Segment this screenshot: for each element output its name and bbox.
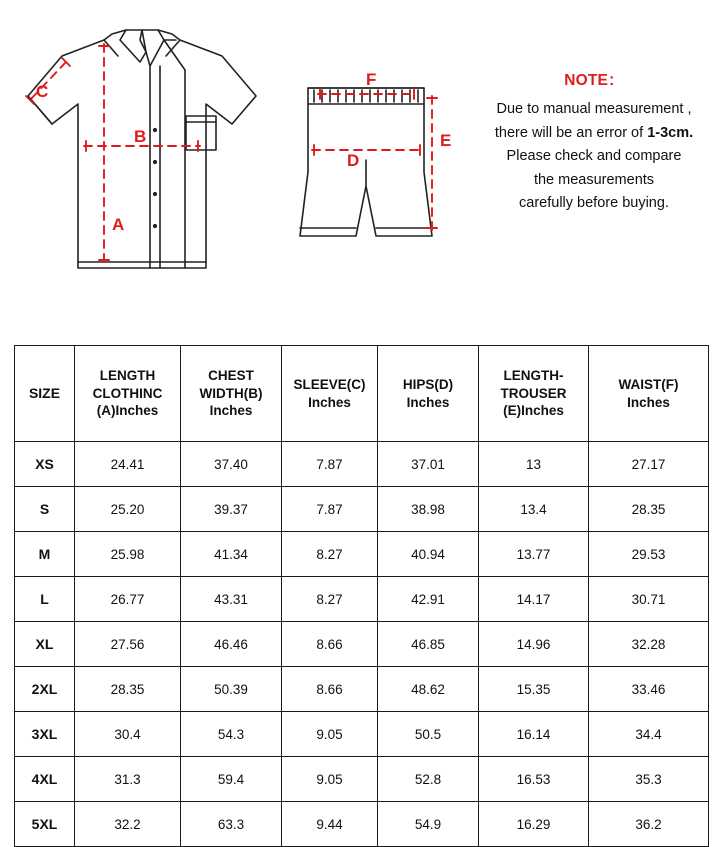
cell-sleeve: 8.27 bbox=[282, 532, 378, 577]
cell-chest-width: 63.3 bbox=[181, 802, 282, 847]
cell-sleeve: 7.87 bbox=[282, 487, 378, 532]
cell-hips: 52.8 bbox=[378, 757, 479, 802]
cell-length-trouser: 14.96 bbox=[479, 622, 589, 667]
column-header-length-trouser-line-1: LENGTH- bbox=[503, 367, 564, 383]
cell-sleeve: 9.05 bbox=[282, 757, 378, 802]
cell-length-trouser: 13 bbox=[479, 442, 589, 487]
table-row bbox=[15, 532, 709, 577]
column-header-length-clothing-line-1: LENGTH bbox=[99, 367, 156, 383]
column-header-length-trouser bbox=[479, 346, 589, 442]
column-header-size-line-1: SIZE bbox=[28, 385, 61, 402]
measure-label-f: F bbox=[366, 70, 377, 89]
cell-size: M bbox=[15, 532, 75, 577]
garment-diagram bbox=[0, 0, 470, 300]
measure-label-a: A bbox=[112, 215, 125, 234]
note-line-4: the measurements bbox=[533, 171, 655, 188]
table-header-row bbox=[15, 346, 709, 442]
cell-chest-width: 54.3 bbox=[181, 712, 282, 757]
column-header-chest-width-line-2: WIDTH(B) bbox=[199, 385, 263, 401]
garment-illustration-area bbox=[0, 0, 722, 330]
cell-length-clothing: 28.35 bbox=[75, 667, 181, 712]
cell-sleeve: 8.27 bbox=[282, 577, 378, 622]
column-header-waist-line-1: WAIST(F) bbox=[618, 376, 679, 392]
table-row bbox=[15, 712, 709, 757]
cell-sleeve: 9.44 bbox=[282, 802, 378, 847]
cell-hips: 48.62 bbox=[378, 667, 479, 712]
column-header-length-clothing bbox=[75, 346, 181, 442]
cell-chest-width: 59.4 bbox=[181, 757, 282, 802]
cell-waist: 32.28 bbox=[589, 622, 709, 667]
column-header-length-clothing-line-2: CLOTHINC bbox=[92, 385, 163, 401]
cell-chest-width: 46.46 bbox=[181, 622, 282, 667]
cell-hips: 40.94 bbox=[378, 532, 479, 577]
column-header-hips-line-1: HIPS(D) bbox=[402, 376, 454, 392]
cell-length-trouser: 16.29 bbox=[479, 802, 589, 847]
column-header-chest-width-line-3: Inches bbox=[209, 403, 253, 419]
cell-length-clothing: 32.2 bbox=[75, 802, 181, 847]
cell-sleeve: 8.66 bbox=[282, 622, 378, 667]
column-header-waist bbox=[589, 346, 709, 442]
table-row bbox=[15, 802, 709, 847]
table-body bbox=[15, 442, 709, 847]
cell-chest-width: 41.34 bbox=[181, 532, 282, 577]
cell-waist: 27.17 bbox=[589, 442, 709, 487]
cell-length-clothing: 31.3 bbox=[75, 757, 181, 802]
cell-sleeve: 9.05 bbox=[282, 712, 378, 757]
measure-label-e: E bbox=[440, 131, 452, 150]
cell-length-clothing: 24.41 bbox=[75, 442, 181, 487]
table-row bbox=[15, 487, 709, 532]
table-row bbox=[15, 667, 709, 712]
cell-length-trouser: 16.53 bbox=[479, 757, 589, 802]
cell-size: XS bbox=[15, 442, 75, 487]
note-line-2-text: there will be an error of bbox=[494, 124, 648, 141]
cell-sleeve: 7.87 bbox=[282, 442, 378, 487]
cell-sleeve: 8.66 bbox=[282, 667, 378, 712]
note-error-range: 1-3cm. bbox=[647, 124, 694, 141]
note-line-5: carefully before buying. bbox=[519, 195, 669, 212]
cell-waist: 35.3 bbox=[589, 757, 709, 802]
column-header-length-trouser-line-2: TROUSER bbox=[500, 385, 567, 401]
column-header-length-trouser-line-3: (E)Inches bbox=[503, 403, 564, 419]
cell-size: S bbox=[15, 487, 75, 532]
cell-waist: 29.53 bbox=[589, 532, 709, 577]
table-row bbox=[15, 577, 709, 622]
measure-label-c: C bbox=[36, 82, 49, 101]
cell-length-clothing: 25.98 bbox=[75, 532, 181, 577]
size-chart-table-wrapper bbox=[14, 345, 708, 847]
column-header-sleeve-line-2: Inches bbox=[308, 394, 351, 410]
column-header-hips bbox=[378, 346, 479, 442]
measurement-note bbox=[470, 68, 718, 216]
cell-size: L bbox=[15, 577, 75, 622]
cell-waist: 33.46 bbox=[589, 667, 709, 712]
note-line-3: Please check and compare bbox=[506, 148, 682, 165]
size-chart-table bbox=[14, 345, 709, 847]
column-header-length-clothing-line-3: (A)Inches bbox=[96, 403, 159, 419]
cell-length-trouser: 16.14 bbox=[479, 712, 589, 757]
cell-chest-width: 39.37 bbox=[181, 487, 282, 532]
column-header-chest-width-line-1: CHEST bbox=[208, 367, 254, 383]
cell-hips: 46.85 bbox=[378, 622, 479, 667]
cell-hips: 54.9 bbox=[378, 802, 479, 847]
cell-size: XL bbox=[15, 622, 75, 667]
cell-length-trouser: 15.35 bbox=[479, 667, 589, 712]
column-header-hips-line-2: Inches bbox=[406, 394, 450, 410]
table-row bbox=[15, 757, 709, 802]
cell-size: 4XL bbox=[15, 757, 75, 802]
note-title: NOTE： bbox=[564, 72, 624, 89]
cell-length-clothing: 30.4 bbox=[75, 712, 181, 757]
cell-waist: 28.35 bbox=[589, 487, 709, 532]
cell-length-clothing: 25.20 bbox=[75, 487, 181, 532]
cell-waist: 30.71 bbox=[589, 577, 709, 622]
measure-label-b: B bbox=[134, 127, 147, 146]
table-row bbox=[15, 442, 709, 487]
cell-chest-width: 43.31 bbox=[181, 577, 282, 622]
table-row bbox=[15, 622, 709, 667]
cell-hips: 37.01 bbox=[378, 442, 479, 487]
shirt-buttons bbox=[153, 128, 157, 228]
column-header-sleeve-line-1: SLEEVE(C) bbox=[293, 376, 366, 392]
column-header-waist-line-2: Inches bbox=[627, 394, 670, 410]
cell-length-clothing: 27.56 bbox=[75, 622, 181, 667]
column-header-chest-width bbox=[181, 346, 282, 442]
cell-length-trouser: 13.77 bbox=[479, 532, 589, 577]
cell-hips: 38.98 bbox=[378, 487, 479, 532]
cell-length-trouser: 14.17 bbox=[479, 577, 589, 622]
cell-size: 5XL bbox=[15, 802, 75, 847]
cell-chest-width: 50.39 bbox=[181, 667, 282, 712]
column-header-sleeve bbox=[282, 346, 378, 442]
column-header-size bbox=[15, 346, 75, 442]
cell-waist: 34.4 bbox=[589, 712, 709, 757]
measure-label-d: D bbox=[347, 151, 360, 170]
cell-chest-width: 37.40 bbox=[181, 442, 282, 487]
note-line-1: Due to manual measurement , bbox=[496, 101, 692, 118]
cell-size: 3XL bbox=[15, 712, 75, 757]
cell-hips: 42.91 bbox=[378, 577, 479, 622]
table-head bbox=[15, 346, 709, 442]
cell-size: 2XL bbox=[15, 667, 75, 712]
cell-hips: 50.5 bbox=[378, 712, 479, 757]
cell-length-clothing: 26.77 bbox=[75, 577, 181, 622]
cell-waist: 36.2 bbox=[589, 802, 709, 847]
note-line-2 bbox=[470, 122, 718, 145]
cell-length-trouser: 13.4 bbox=[479, 487, 589, 532]
